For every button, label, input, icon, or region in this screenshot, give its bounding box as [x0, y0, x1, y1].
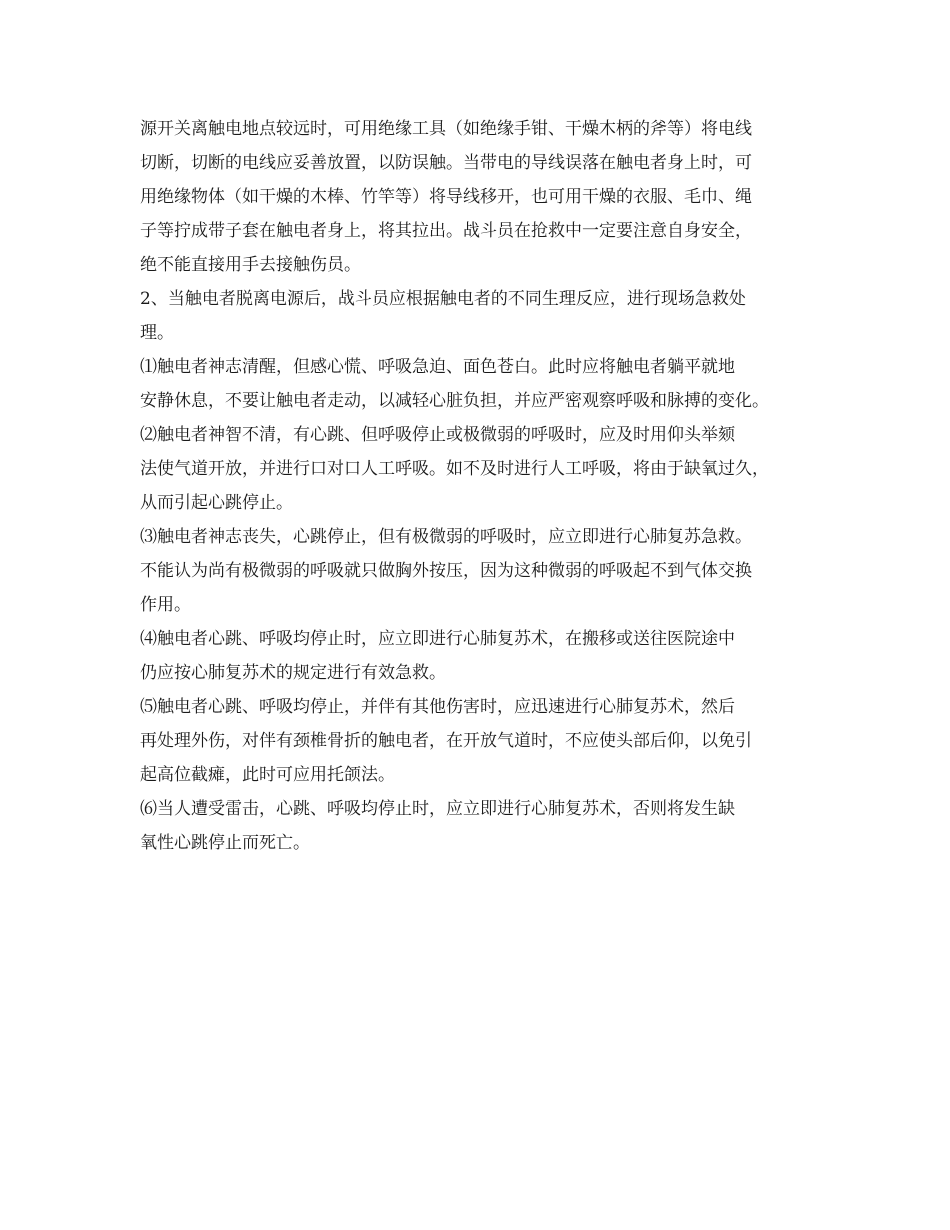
text-line: 仍应按心肺复苏术的规定进行有效急救。	[140, 663, 446, 683]
text-line: 安静休息，不要让触电者走动，以减轻心脏负担，并应严密观察呼吸和脉搏的变化。	[140, 391, 769, 411]
text-line: ⑷触电者心跳、呼吸均停止时，应立即进行心肺复苏术，在搬移或送往医院途中	[140, 629, 735, 649]
text-line: ⑸触电者心跳、呼吸均停止，并伴有其他伤害时，应迅速进行心肺复苏术，然后	[140, 697, 735, 717]
text-line: ⑵触电者神智不清，有心跳、但呼吸停止或极微弱的呼吸时，应及时用仰头举颏	[140, 425, 735, 445]
text-line: 子等拧成带子套在触电者身上，将其拉出。战斗员在抢救中一定要注意自身安全，	[140, 221, 752, 241]
body-text	[140, 112, 830, 860]
text-line: 不能认为尚有极微弱的呼吸就只做胸外按压，因为这种微弱的呼吸起不到气体交换	[140, 561, 752, 581]
text-line: 起高位截瘫，此时可应用托颌法。	[140, 765, 395, 785]
text-line: 作用。	[140, 595, 191, 615]
text-line: ⑴触电者神志清醒，但感心慌、呼吸急迫、面色苍白。此时应将触电者躺平就地	[140, 357, 735, 377]
text-line: 从而引起心跳停止。	[140, 493, 293, 513]
text-line: ⑶触电者神志丧失，心跳停止，但有极微弱的呼吸时，应立即进行心肺复苏急救。	[140, 527, 752, 547]
text-line: 再处理外伤，对伴有颈椎骨折的触电者，在开放气道时，不应使头部后仰，以免引	[140, 731, 752, 751]
text-line: 氧性心跳停止而死亡。	[140, 833, 310, 853]
text-line: 理。	[140, 323, 174, 343]
text-line: 法使气道开放，并进行口对口人工呼吸。如不及时进行人工呼吸，将由于缺氧过久，	[140, 459, 769, 479]
text-line: 绝不能直接用手去接触伤员。	[140, 255, 361, 275]
text-line: ⑹当人遭受雷击，心跳、呼吸均停止时，应立即进行心肺复苏术，否则将发生缺	[140, 799, 735, 819]
text-line: 用绝缘物体（如干燥的木棒、竹竿等）将导线移开，也可用干燥的衣服、毛巾、绳	[140, 187, 752, 207]
text-line: 源开关离触电地点较远时，可用绝缘工具（如绝缘手钳、干燥木柄的斧等）将电线	[140, 119, 752, 139]
text-line: 切断，切断的电线应妥善放置，以防误触。当带电的导线误落在触电者身上时，可	[140, 153, 752, 173]
text-line: 2、当触电者脱离电源后，战斗员应根据触电者的不同生理反应，进行现场急救处	[140, 289, 746, 309]
